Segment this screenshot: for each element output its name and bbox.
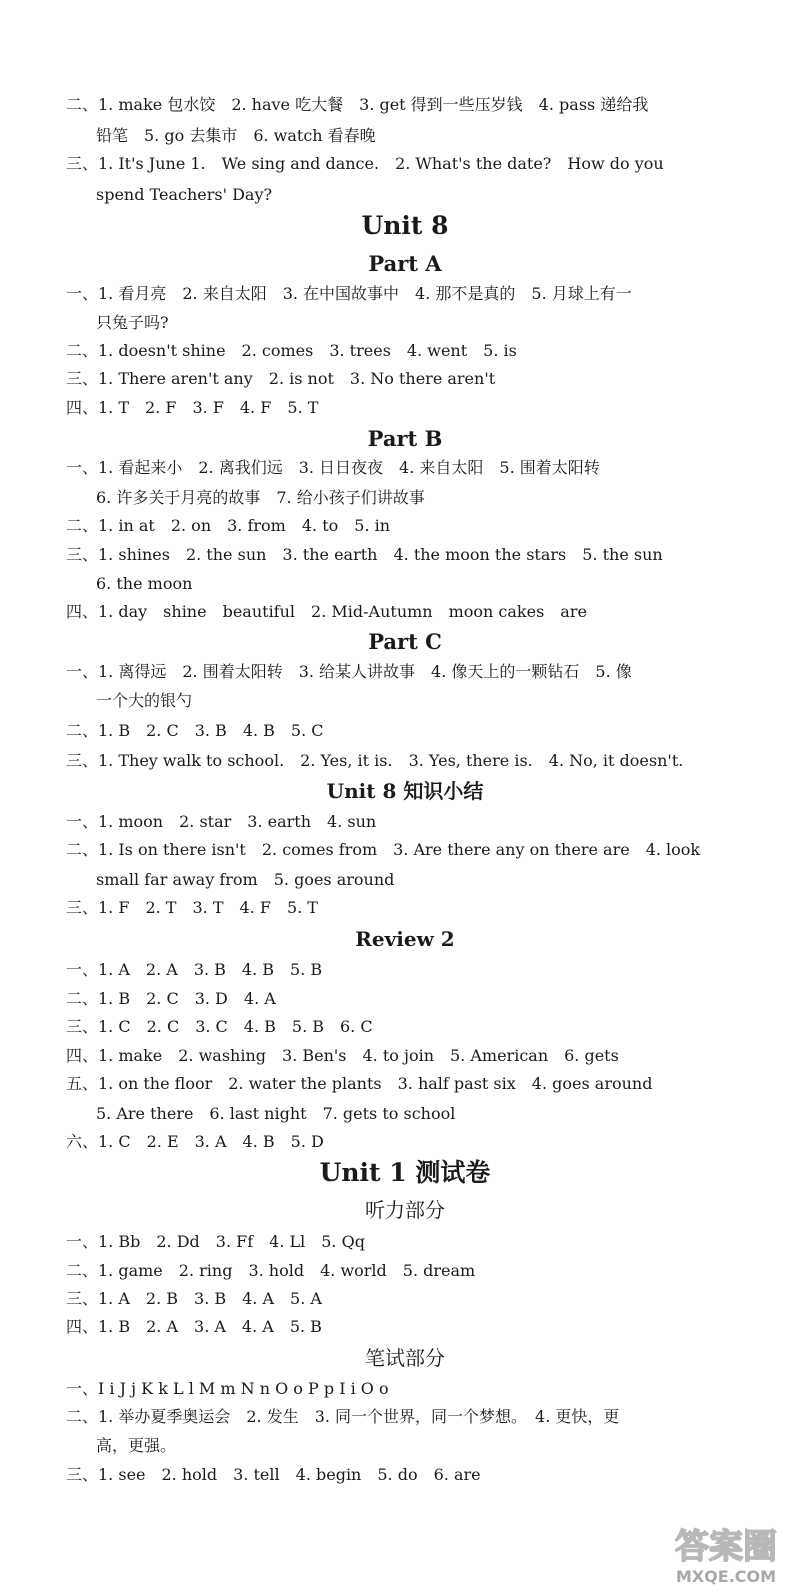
answer-line: 四、1. B 2. A 3. A 4. A 5. B (66, 1317, 322, 1336)
answer-line: 三、1. C 2. C 3. C 4. B 5. B 6. C (66, 1017, 373, 1036)
answer-line: small far away from 5. goes around (96, 870, 395, 889)
answer-line: 三、1. F 2. T 3. T 4. F 5. T (66, 898, 318, 917)
writing-section-heading: 笔试部分 (365, 1346, 445, 1370)
part-c-heading: Part C (368, 629, 442, 654)
answer-line: 二、1. Is on there isn't 2. comes from 3. Are there any on there are 4. look (66, 840, 701, 859)
answer-line: 二、1. doesn't shine 2. comes 3. trees 4. went 5. is (66, 341, 517, 360)
unit-8-summary-heading: Unit 8 知识小结 (326, 779, 484, 803)
answer-line: 5. Are there 6. last night 7. gets to school (96, 1104, 456, 1123)
answer-line: spend Teachers' Day? (96, 185, 273, 204)
watermark-url: MXQE.COM (675, 1567, 777, 1586)
answer-line: 三、1. shines 2. the sun 3. the earth 4. the moon the stars 5. the sun (66, 545, 663, 564)
watermark-logo (656, 1516, 796, 1588)
answer-line: 6. 许多关于月亮的故事 7. 给小孩子们讲故事 (96, 488, 425, 507)
listening-section-heading: 听力部分 (365, 1198, 445, 1222)
answer-line: 六、1. C 2. E 3. A 4. B 5. D (66, 1132, 324, 1151)
answer-line: 三、1. There aren't any 2. is not 3. No there aren't (66, 369, 496, 388)
answer-line: 二、1. B 2. C 3. B 4. B 5. C (66, 721, 324, 740)
answer-line: 一、1. Bb 2. Dd 3. Ff 4. Ll 5. Qq (66, 1232, 365, 1251)
answer-line: 三、1. It's June 1. We sing and dance. 2. What's the date? How do you (66, 154, 664, 173)
answer-line: 四、1. T 2. F 3. F 4. F 5. T (66, 398, 319, 417)
answer-line: 三、1. A 2. B 3. B 4. A 5. A (66, 1289, 322, 1308)
answer-line: 一、1. 离得远 2. 围着太阳转 3. 给某人讲故事 4. 像天上的一颗钻石 5. 像 (66, 662, 632, 681)
answer-line: 三、1. see 2. hold 3. tell 4. begin 5. do 6. are (66, 1465, 481, 1484)
answer-line: 四、1. make 2. washing 3. Ben's 4. to join 5. American 6. gets (66, 1046, 619, 1065)
part-a-heading: Part A (368, 251, 442, 276)
answer-line: 一、1. moon 2. star 3. earth 4. sun (66, 812, 377, 831)
answer-line: 二、1. B 2. C 3. D 4. A (66, 989, 276, 1008)
unit-1-test-heading: Unit 1 测试卷 (319, 1158, 491, 1187)
answer-line: 铅笔 5. go 去集市 6. watch 看春晚 (96, 126, 376, 145)
part-b-heading: Part B (367, 426, 443, 451)
answer-line: 一、1. A 2. A 3. B 4. B 5. B (66, 960, 323, 979)
answer-line: 五、1. on the floor 2. water the plants 3. half past six 4. goes around (66, 1074, 653, 1093)
answer-line: 只兔子吗? (96, 313, 169, 332)
answer-line: 高，更强。 (96, 1436, 177, 1455)
answer-line: 一、I i J j K k L l M m N n O o P p I i O o (66, 1379, 389, 1398)
answer-line: 二、1. in at 2. on 3. from 4. to 5. in (66, 516, 391, 535)
watermark-title: 答案圈 (675, 1527, 777, 1567)
answer-line: 一个大的银勺 (96, 691, 193, 710)
answer-line: 一、1. 看月亮 2. 来自太阳 3. 在中国故事中 4. 那不是真的 5. 月球上有一 (66, 284, 632, 303)
unit-8-heading: Unit 8 (361, 211, 449, 240)
answer-line: 一、1. 看起来小 2. 离我们远 3. 日日夜夜 4. 来自太阳 5. 围着太阳转 (66, 458, 600, 477)
answer-line: 二、1. make 包水饺 2. have 吃大餐 3. get 得到一些压岁钱 4. pass 递给我 (66, 95, 649, 114)
answer-line: 6. the moon (96, 574, 193, 593)
answer-line: 四、1. day shine beautiful 2. Mid-Autumn moon cakes are (66, 602, 587, 621)
review-2-heading: Review 2 (355, 927, 455, 951)
answer-line: 三、1. They walk to school. 2. Yes, it is. 3. Yes, there is. 4. No, it doesn't. (66, 751, 684, 770)
answer-line: 二、1. 举办夏季奥运会 2. 发生 3. 同一个世界，同一个梦想。 4. 更快，更 (66, 1407, 620, 1426)
answer-line: 二、1. game 2. ring 3. hold 4. world 5. dream (66, 1261, 476, 1280)
